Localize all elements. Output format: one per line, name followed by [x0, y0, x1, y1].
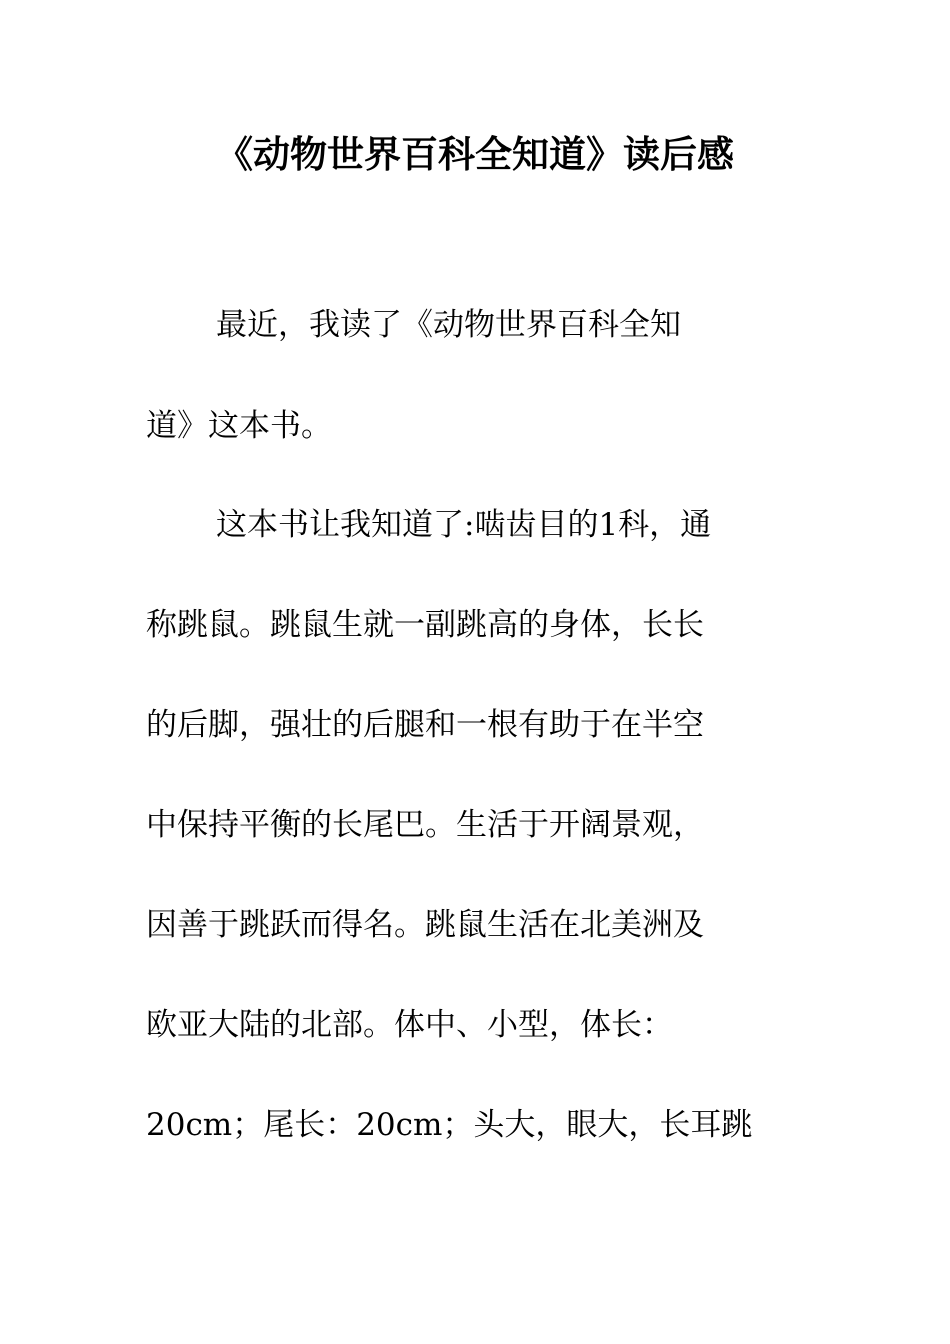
- paragraph-line: 欧亚大陆的北部。体中、小型，体长：: [146, 1007, 673, 1043]
- paragraph-line: 最近，我读了《动物世界百科全知: [216, 307, 681, 343]
- paragraph-line: 道》这本书。: [146, 408, 332, 444]
- paragraph-line: 因善于跳跃而得名。跳鼠生活在北美洲及: [146, 907, 704, 943]
- page-title: 《动物世界百科全知道》读后感: [216, 132, 734, 176]
- paragraph-line: 称跳鼠。跳鼠生就一副跳高的身体，长长: [146, 607, 704, 643]
- paragraph-line: 中保持平衡的长尾巴。生活于开阔景观，: [146, 807, 704, 843]
- paragraph-line: 这本书让我知道了:啮齿目的1科，通: [216, 507, 712, 543]
- paragraph-line: 20cm；尾长：20cm；头大，眼大，长耳跳: [146, 1107, 753, 1143]
- paragraph-line: 的后脚，强壮的后腿和一根有助于在半空: [146, 707, 704, 743]
